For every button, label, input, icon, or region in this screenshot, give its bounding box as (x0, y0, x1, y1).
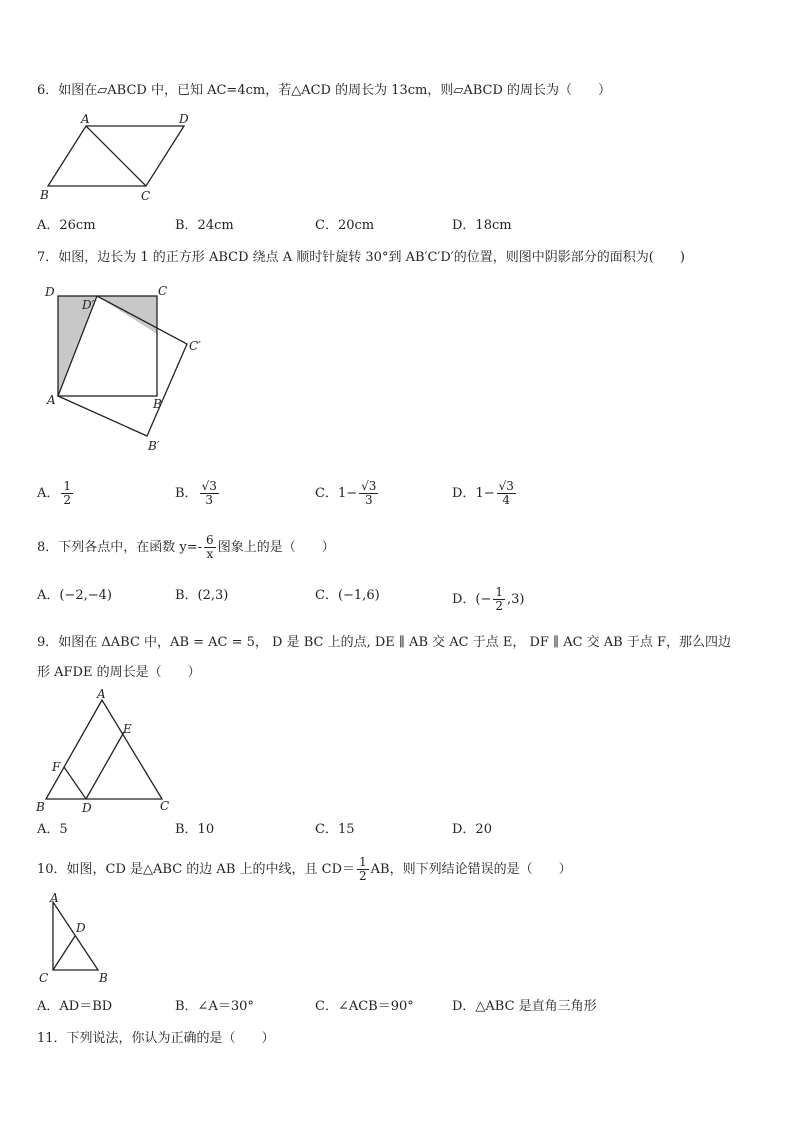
q10-option-c[interactable]: C．∠ACB＝90° (315, 999, 414, 1014)
q7-option-c[interactable]: C．1− $\frac{√3}{3}$ (315, 479, 377, 507)
q6-option-a[interactable]: A．26cm (37, 218, 96, 233)
label-B: B (99, 971, 108, 985)
q9-option-c[interactable]: C．15 (315, 822, 355, 837)
question-7-text: 7．如图，边长为 1 的正方形 ABCD 绕点 A 顺时针旋转 30°到 AB′C′D′的位置，则图中阴影部分的面积为( ) (37, 250, 685, 265)
label-A: A (47, 393, 56, 407)
parallelogram-figure (36, 110, 226, 205)
shaded-region-right (97, 296, 157, 334)
q10-option-a[interactable]: A．AD＝BD (37, 999, 113, 1014)
label-E: E (123, 722, 132, 736)
label-A: A (50, 891, 59, 905)
question-10-text: 10．如图，CD 是△ABC 的边 AB 上的中线，且 CD＝ $\frac{1}{2}$ AB，则下列结论错误的是（ ） (37, 855, 572, 883)
q9-option-a[interactable]: A．5 (37, 822, 68, 837)
label-F: F (52, 760, 61, 774)
q8-option-a[interactable]: A．(−2,−4) (37, 588, 112, 603)
triangle-afde-figure (36, 688, 186, 816)
label-C: C (141, 189, 151, 203)
q6-option-c[interactable]: C．20cm (315, 218, 375, 233)
label-A: A (97, 688, 106, 701)
label-B-prime: B′ (148, 439, 160, 453)
question-9-line1: 9．如图在 ΔABC 中，AB = AC = 5， D 是 BC 上的点, DE ∥ AB 交 AC 于点 E， DF ∥ AC 交 AB 于点 F，那么四边 (37, 635, 732, 650)
label-B: B (153, 397, 162, 411)
right-triangle-figure (36, 890, 116, 988)
q8-option-c[interactable]: C．(−1,6) (315, 588, 380, 603)
question-8-text: 8．下列各点中，在函数 y=- $\frac{6}{x}$ 图象上的是（ ） (37, 533, 335, 561)
q10-option-b[interactable]: B．∠A＝30° (175, 999, 254, 1014)
label-C: C (39, 971, 49, 985)
question-11-text: 11．下列说法，你认为正确的是（ ） (37, 1031, 275, 1046)
rotated-square-figure (40, 280, 220, 460)
label-D: D (76, 921, 86, 935)
label-C-prime: C′ (189, 339, 201, 353)
question-6-text: 6．如图在▱ABCD 中，已知 AC=4cm，若△ACD 的周长为 13cm，则▱ABCD 的周长为（ ） (37, 83, 612, 98)
q10-option-d[interactable]: D．△ABC 是直角三角形 (452, 999, 597, 1014)
q8-option-d[interactable]: D．(− $\frac{1}{2}$ ,3) (452, 585, 525, 613)
label-D-prime: D′ (82, 298, 95, 312)
q9-option-d[interactable]: D．20 (452, 822, 492, 837)
q7-option-b[interactable]: B． $\frac{√3}{3}$ (175, 479, 217, 507)
q6-option-d[interactable]: D．18cm (452, 218, 512, 233)
label-D: D (179, 112, 189, 126)
question-9-line2: 形 AFDE 的周长是（ ） (37, 665, 201, 680)
label-B: B (36, 800, 45, 814)
q7-option-a[interactable]: A． $\frac{1}{2}$ (37, 479, 72, 507)
label-D: D (82, 801, 92, 815)
label-B: B (40, 188, 49, 202)
label-A: A (81, 112, 90, 126)
label-D: D (45, 285, 55, 299)
q6-option-b[interactable]: B．24cm (175, 218, 234, 233)
label-C: C (160, 799, 170, 813)
label-C: C (158, 284, 168, 298)
q8-option-b[interactable]: B．(2,3) (175, 588, 229, 603)
q9-option-b[interactable]: B．10 (175, 822, 215, 837)
q7-option-d[interactable]: D．1− $\frac{√3}{4}$ (452, 479, 514, 507)
